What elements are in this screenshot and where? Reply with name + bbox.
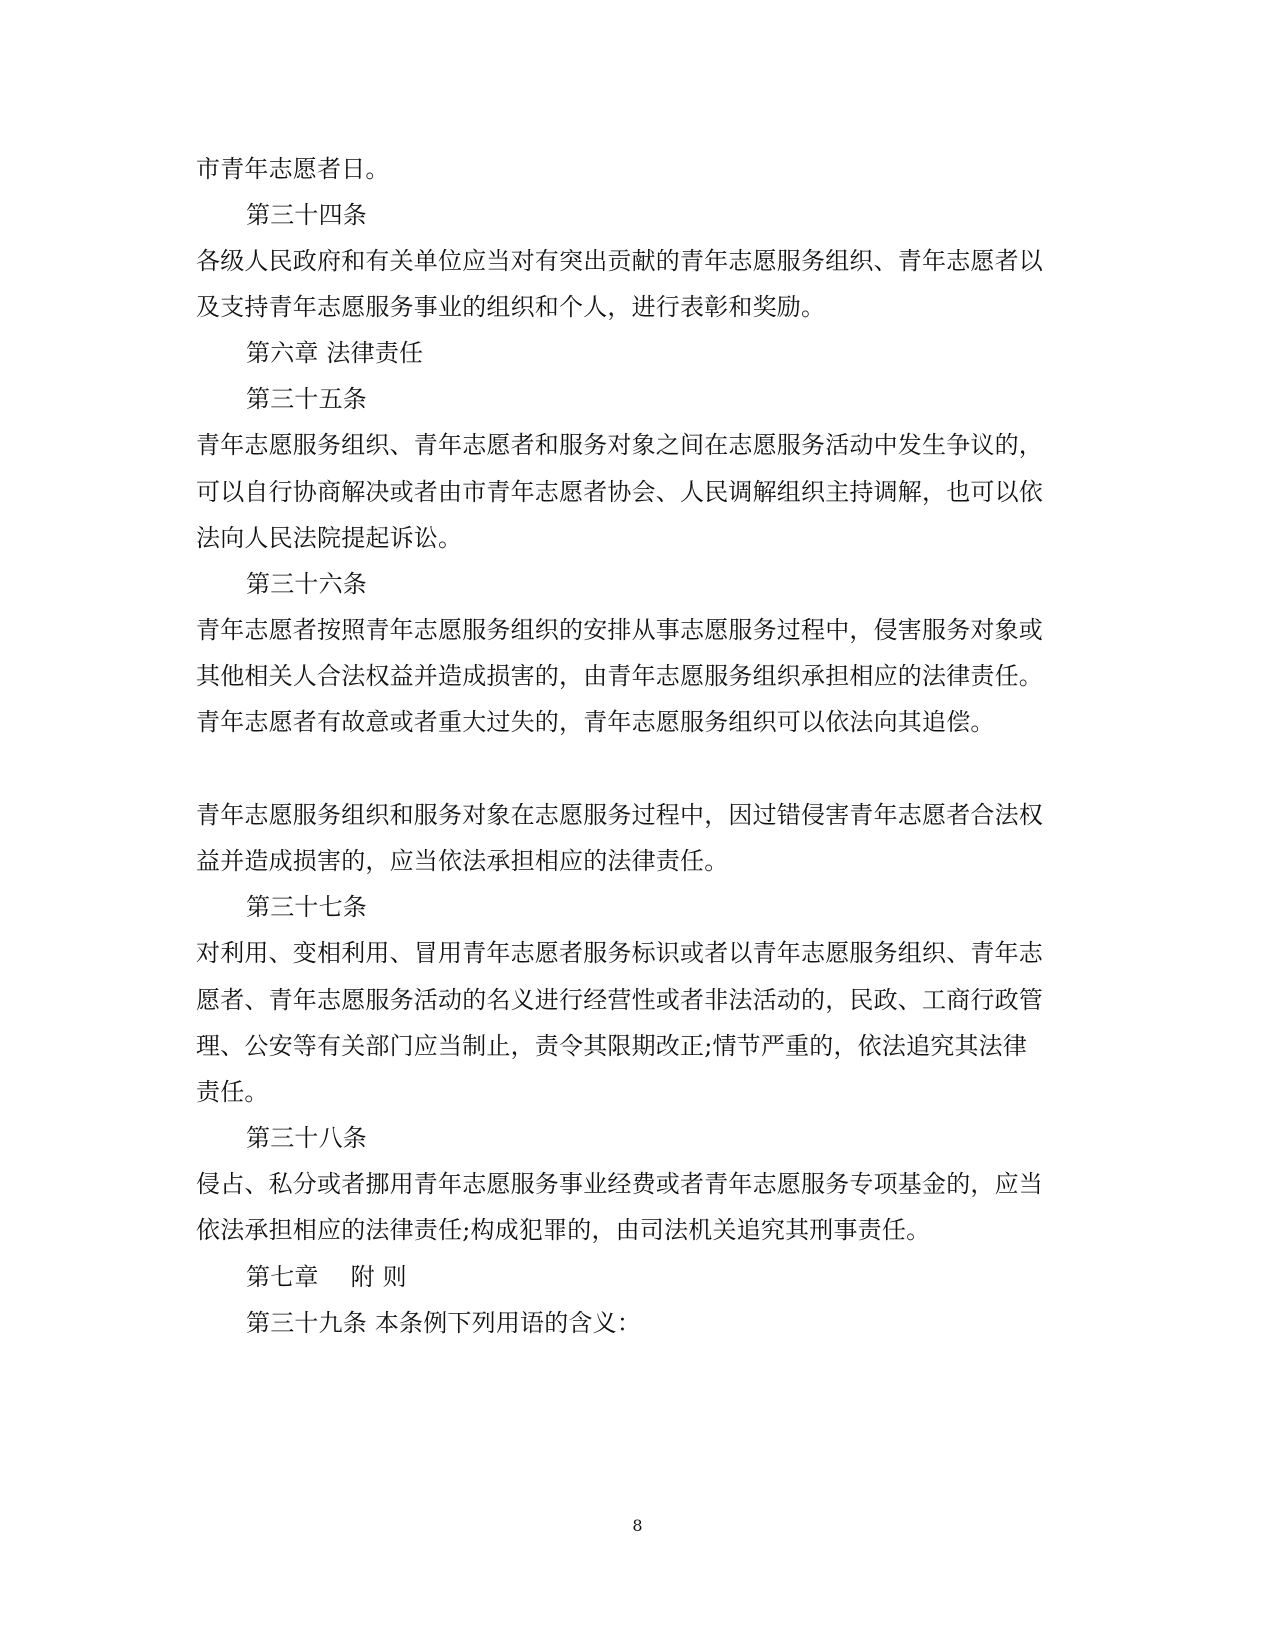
- chapter-heading: 第六章 法律责任: [246, 339, 424, 367]
- text-line: 益并造成损害的，应当依法承担相应的法律责任。: [196, 847, 729, 875]
- article-heading: 第三十四条: [246, 201, 367, 229]
- text-line: 及支持青年志愿服务事业的组织和个人，进行表彰和奖励。: [196, 293, 826, 321]
- chapter-heading: 第七章 附 则: [246, 1263, 407, 1291]
- text-line: 其他相关人合法权益并造成损害的，由青年志愿服务组织承担相应的法律责任。: [196, 662, 1043, 690]
- page-number: 8: [632, 1516, 643, 1535]
- text-line: 青年志愿者有故意或者重大过失的，青年志愿服务组织可以依法向其追偿。: [196, 708, 995, 736]
- text-line: 青年志愿者按照青年志愿服务组织的安排从事志愿服务过程中，侵害服务对象或: [196, 616, 1043, 644]
- article-heading: 第三十八条: [246, 1124, 367, 1152]
- text-line: 青年志愿服务组织和服务对象在志愿服务过程中，因过错侵害青年志愿者合法权: [196, 801, 1043, 829]
- text-line: 责任。: [196, 1078, 269, 1106]
- text-line: 各级人民政府和有关单位应当对有突出贡献的青年志愿服务组织、青年志愿者以: [196, 247, 1043, 275]
- text-line: 侵占、私分或者挪用青年志愿服务事业经费或者青年志愿服务专项基金的，应当: [196, 1170, 1043, 1198]
- article-heading: 第三十九条 本条例下列用语的含义：: [246, 1309, 642, 1337]
- text-line: 理、公安等有关部门应当制止，责令其限期改正;情节严重的，依法追究其法律: [196, 1032, 1028, 1060]
- text-line: 愿者、青年志愿服务活动的名义进行经营性或者非法活动的，民政、工商行政管: [196, 986, 1043, 1014]
- article-heading: 第三十六条: [246, 570, 367, 598]
- article-heading: 第三十五条: [246, 385, 367, 413]
- text-line: 可以自行协商解决或者由市青年志愿者协会、人民调解组织主持调解，也可以依: [196, 478, 1043, 506]
- text-line: 对利用、变相利用、冒用青年志愿者服务标识或者以青年志愿服务组织、青年志: [196, 939, 1043, 967]
- text-line: 青年志愿服务组织、青年志愿者和服务对象之间在志愿服务活动中发生争议的，: [196, 431, 1043, 459]
- article-heading: 第三十七条: [246, 893, 367, 921]
- text-line: 市青年志愿者日。: [196, 155, 390, 183]
- text-line: 法向人民法院提起诉讼。: [196, 524, 463, 552]
- text-line: 依法承担相应的法律责任;构成犯罪的，由司法机关追究其刑事责任。: [196, 1216, 931, 1244]
